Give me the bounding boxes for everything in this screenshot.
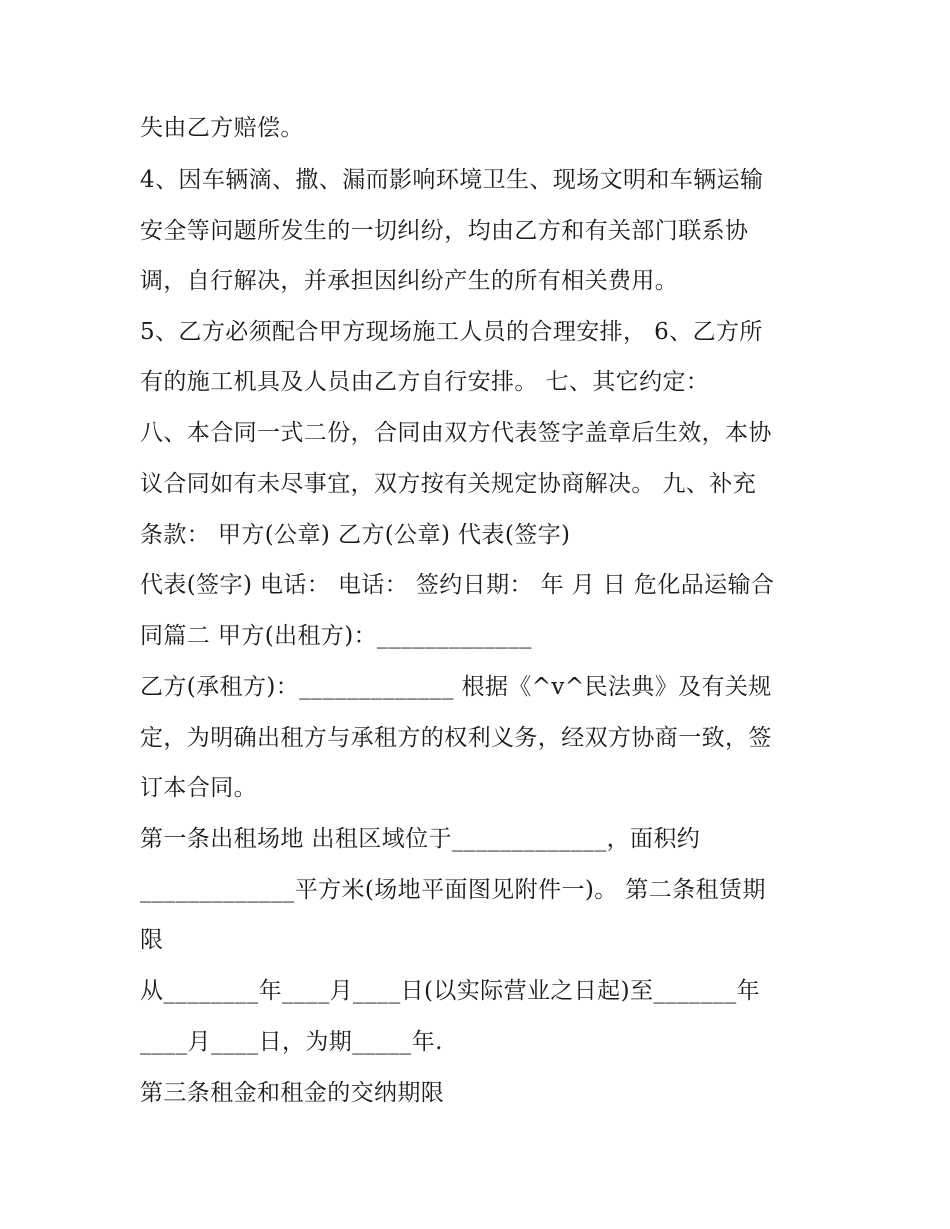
- text-line: 限: [140, 927, 164, 953]
- text-line: 订本合同。: [140, 775, 257, 801]
- text-line: 5、乙方必须配合甲方现场施工人员的合理安排， 6、乙方所: [140, 319, 763, 345]
- text-line: 第三条租金和租金的交纳期限: [140, 1080, 445, 1106]
- text-line: _____________平方米(场地平面图见附件一)。 第二条租赁期: [140, 877, 766, 903]
- text-line: 八、本合同一式二份，合同由双方代表签字盖章后生效，本协: [140, 420, 772, 446]
- text-line: 从________年____月____日(以实际营业之日起)至_______年: [140, 978, 761, 1004]
- text-line: 第一条出租场地 出租区域位于_____________，面积约: [140, 826, 701, 852]
- text-line: 代表(签字) 电话： 电话： 签约日期： 年 月 日 危化品运输合: [140, 572, 775, 598]
- text-line: 定，为明确出租方与承租方的权利义务，经双方协商一致，签: [140, 725, 772, 751]
- text-line: 调，自行解决，并承担因纠纷产生的所有相关费用。: [140, 268, 679, 294]
- text-line: 失由乙方赔偿。: [140, 115, 304, 141]
- text-line: ____月____日，为期_____年.: [140, 1029, 443, 1055]
- text-line: 4、因车辆滴、撒、漏而影响环境卫生、现场文明和车辆运输: [140, 167, 764, 193]
- text-line: 议合同如有未尽事宜，双方按有关规定协商解决。 九、补充: [140, 471, 757, 497]
- text-line: 有的施工机具及人员由乙方自行安排。 七、其它约定：: [140, 369, 710, 395]
- text-line: 安全等问题所发生的一切纠纷，均由乙方和有关部门联系协: [140, 218, 749, 244]
- text-line: 同篇二 甲方(出租方)：_____________: [140, 623, 532, 649]
- text-line: 条款： 甲方(公章) 乙方(公章) 代表(签字): [140, 522, 571, 548]
- text-line: 乙方(承租方)：_____________ 根据《^v^民法典》及有关规: [140, 674, 772, 700]
